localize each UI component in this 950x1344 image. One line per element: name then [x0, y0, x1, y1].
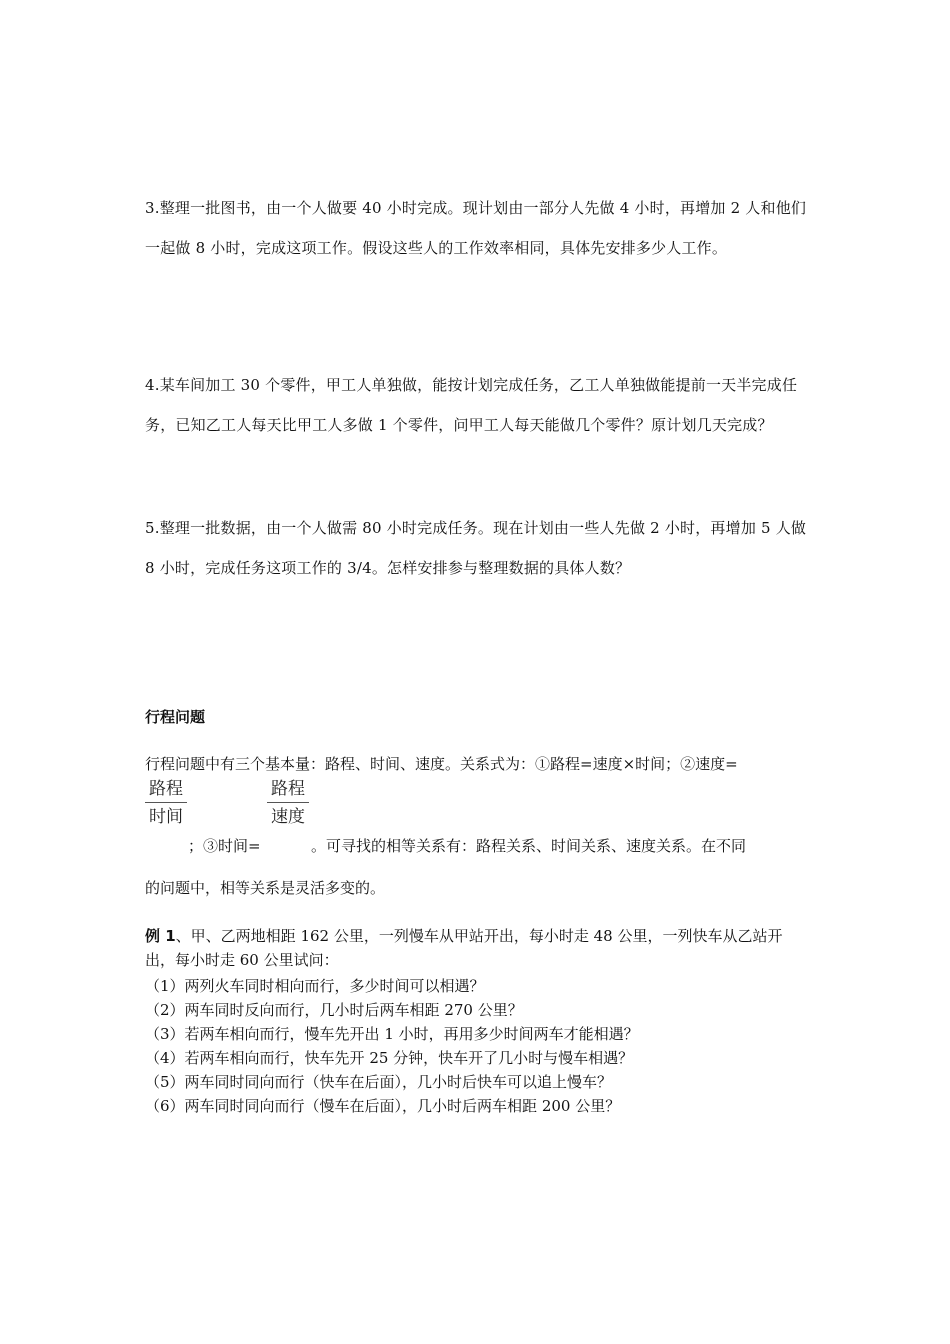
question-5: （5）两车同时同向而行（快车在后面），几小时后快车可以追上慢车？ — [145, 1073, 613, 1091]
intro-line-2b: 。可寻找的相等关系有：路程关系、时间关系、速度关系。在不同 — [311, 837, 747, 855]
intro-line-3: 的问题中，相等关系是灵活多变的。 — [145, 879, 386, 897]
section-title: 行程问题 — [145, 708, 206, 726]
fraction-speed — [145, 777, 187, 829]
question-3: （3）若两车相向而行，慢车先开出 1 小时，再用多少时间两车才能相遇？ — [145, 1025, 639, 1043]
question-2: （2）两车同时反向而行，几小时后两车相距 270 公里？ — [145, 1001, 523, 1019]
question-1: （1）两列火车同时相向而行，多少时间可以相遇？ — [145, 977, 485, 995]
problem-5: 5.整理一批数据，由一个人做需 80 小时完成任务。现在计划由一些人先做 2 小时，再增加 5 人做 8 小时，完成任务这项工作的 3/4。怎样安排参与整理数据的具体人数？ — [145, 519, 807, 577]
example-1 — [145, 924, 810, 972]
intro-line-2a: ；③时间= — [188, 837, 261, 855]
example-label: 例 1 — [145, 927, 176, 945]
intro-line-1: 行程问题中有三个基本量：路程、时间、速度。关系式为：①路程=速度×时间；②速度= — [145, 755, 738, 773]
fraction-denominator: 速度 — [271, 807, 305, 827]
question-4: （4）若两车相向而行，快车先开 25 分钟，快车开了几小时与慢车相遇？ — [145, 1049, 634, 1067]
fraction-numerator: 路程 — [271, 779, 305, 799]
problem-4: 4.某车间加工 30 个零件，甲工人单独做，能按计划完成任务，乙工人单独做能提前一天半完成任务，已知乙工人每天比甲工人多做 1 个零件，问甲工人每天能做几个零件？原计划几天完成？ — [145, 376, 798, 434]
fraction-numerator: 路程 — [149, 779, 183, 799]
fraction-bar — [145, 802, 187, 803]
question-6: （6）两车同时同向而行（慢车在后面），几小时后两车相距 200 公里？ — [145, 1097, 621, 1115]
fraction-bar — [267, 802, 309, 803]
problem-3: 3.整理一批图书，由一个人做要 40 小时完成。现计划由一部分人先做 4 小时，再增加 2 人和他们一起做 8 小时，完成这项工作。假设这些人的工作效率相同，具体先安排多少人工作。 — [145, 199, 807, 257]
example-text: 、甲、乙两地相距 162 公里，一列慢车从甲站开出，每小时走 48 公里，一列快车从乙站开出，每小时走 60 公里试问： — [145, 927, 783, 969]
fraction-denominator: 时间 — [149, 807, 183, 827]
fraction-time — [267, 777, 309, 829]
